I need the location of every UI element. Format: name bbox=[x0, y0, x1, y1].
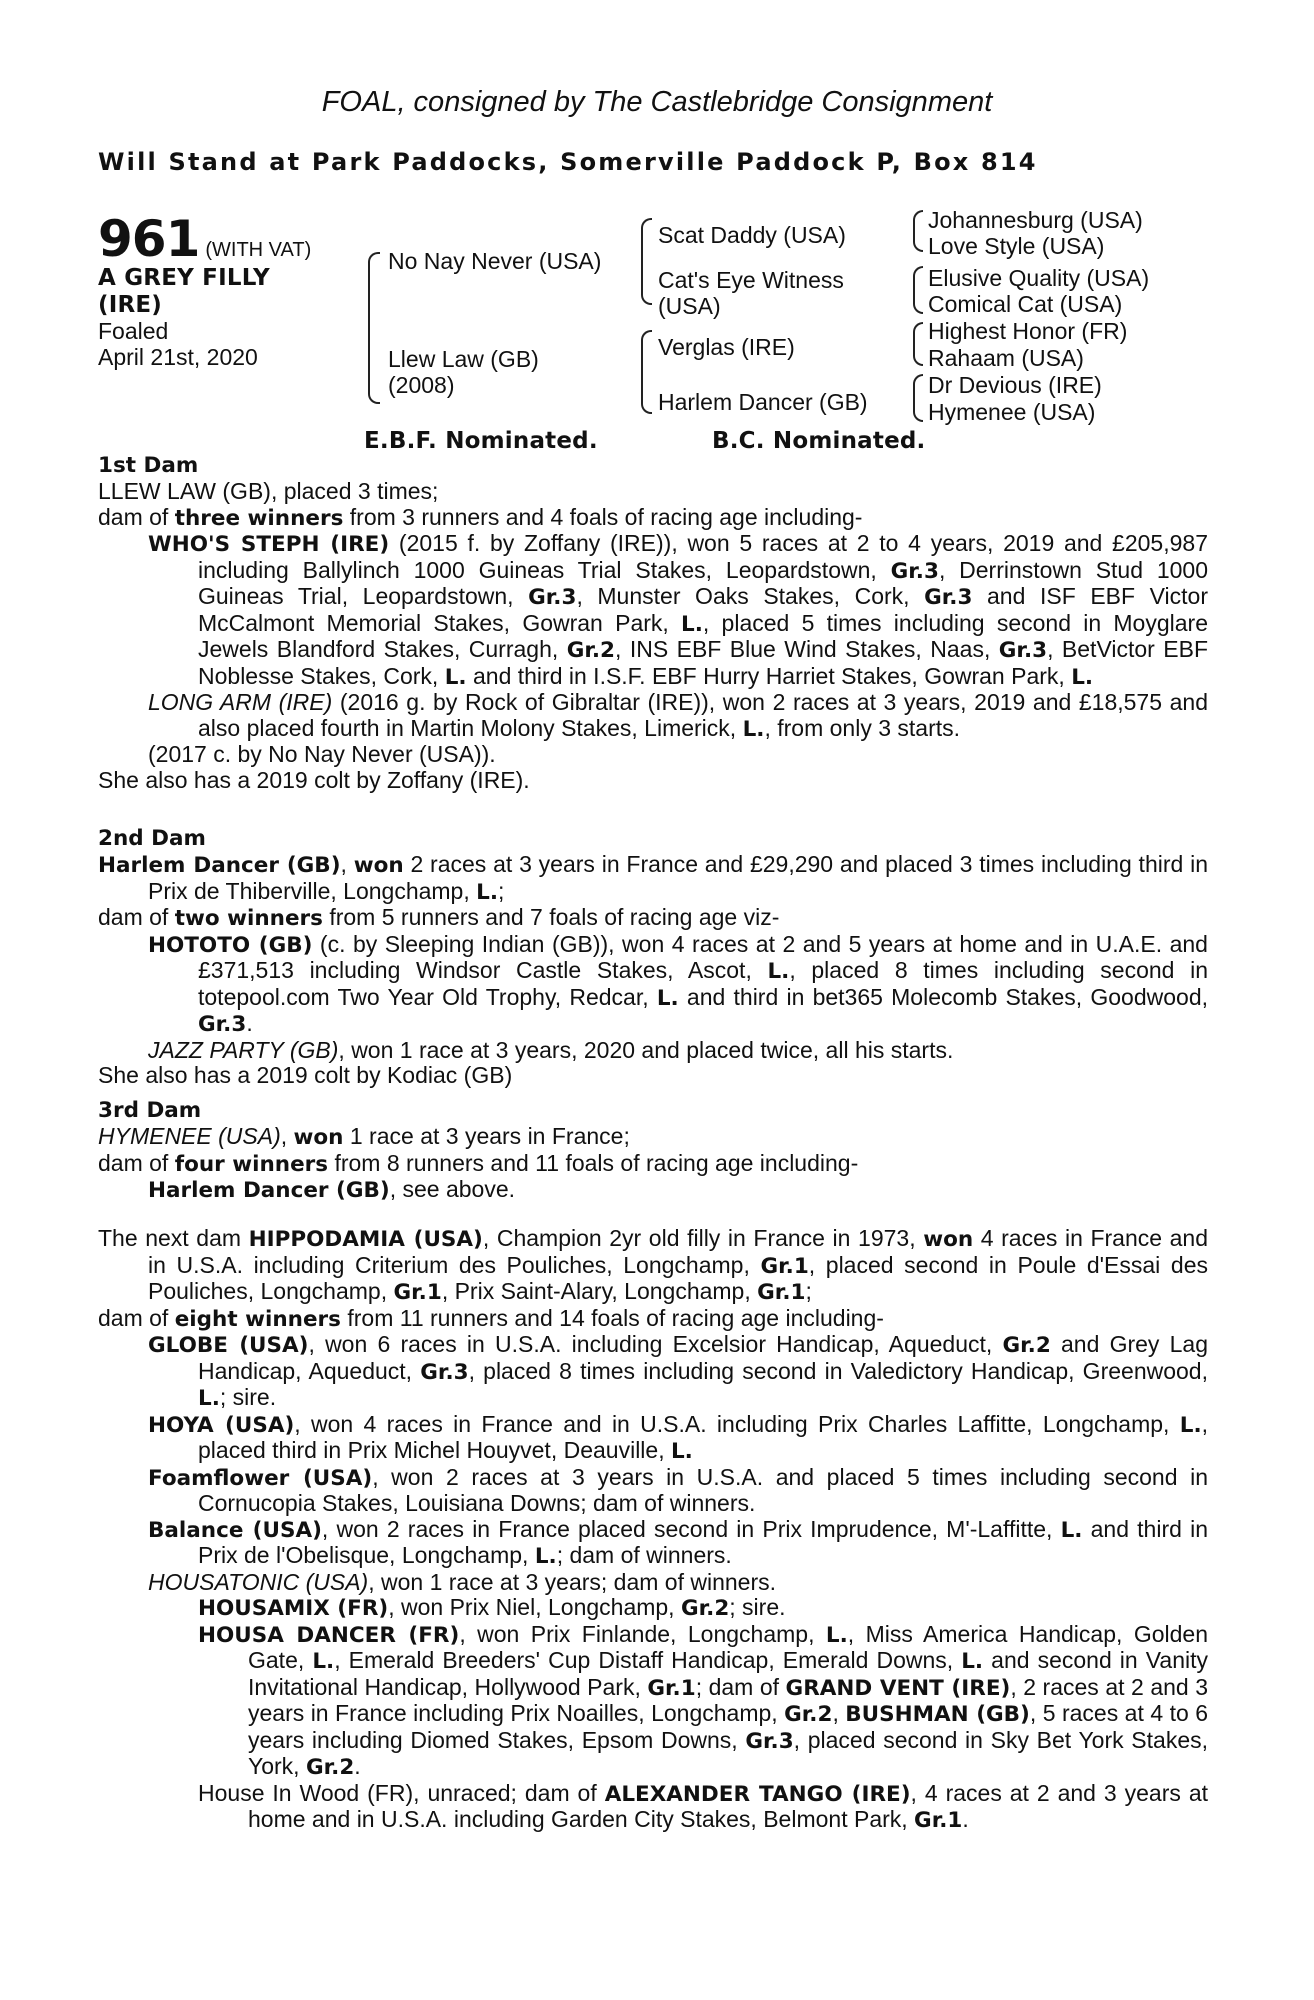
pedigree-sd-line2: (USA) bbox=[658, 293, 721, 319]
next-dam-intro: The next dam HIPPODAMIA (USA), Champion 2yr old filly in France in 1973, won 4 races in France and in U.S.A. including Criterium des Pouliches, Longchamp, Gr.1, placed second in Poule d'Essai des Pouliches, Longchamp, Gr.1, Prix Saint-Alary, Longchamp, Gr.1; bbox=[98, 1225, 1208, 1305]
pedigree-sd-line1: Cat's Eye Witness bbox=[658, 267, 844, 293]
produce-housa-dancer: HOUSA DANCER (FR), won Prix Finlande, Longchamp, L., Miss America Handicap, Golden Gate, L., Emerald Breeders' Cup Distaff Handicap, Emerald Downs, L. and second in Vanity Invitational Handicap, Hollywood Park, Gr.1; dam of GRAND VENT (IRE), 2 races at 2 and 3 years in France including Prix Noailles, Longchamp, Gr.2, BUSHMAN (GB), 5 races at 4 to 6 years including Diomed Stakes, Epsom Downs, Gr.3, placed second in Sky Bet York Stakes, York, Gr.2. bbox=[198, 1620, 1209, 1780]
pedigree-brace-ss bbox=[913, 210, 923, 252]
produce-hoya: HOYA (USA), won 4 races in France and in U.S.A. including Prix Charles Laffitte, Longchamp, L., placed third in Prix Michel Houyvet, Deauville, L. bbox=[148, 1410, 1209, 1464]
ebf-nominated: E.B.F. Nominated. bbox=[364, 428, 598, 454]
third-dam-produce-line: dam of four winners from 8 runners and 11 foals of racing age including- bbox=[98, 1149, 859, 1177]
pedigree-sss: Johannesburg (USA) bbox=[928, 207, 1143, 233]
produce-long-arm: LONG ARM (IRE) (2016 g. by Rock of Gibraltar (IRE)), won 2 races at 3 years, 2019 and £18,575 and also placed fourth in Martin Molony Stakes, Limerick, L., from only 3 starts. bbox=[148, 689, 1208, 742]
produce-housamix: HOUSAMIX (FR), won Prix Niel, Longchamp, Gr.2; sire. bbox=[198, 1594, 786, 1621]
produce-balance: Balance (USA), won 2 races in France placed second in Prix Imprudence, M'-Laffitte, L. and third in Prix de l'Obelisque, Longchamp, L.; dam of winners. bbox=[148, 1515, 1208, 1569]
bc-nominated: B.C. Nominated. bbox=[712, 428, 926, 454]
produce-harlem-dancer: Harlem Dancer (GB), see above. bbox=[148, 1176, 516, 1203]
stand-location: Will Stand at Park Paddocks, Somerville Paddock P, Box 814 bbox=[98, 148, 1038, 176]
pedigree-sdd: Comical Cat (USA) bbox=[928, 291, 1123, 317]
produce-globe: GLOBE (USA), won 6 races in U.S.A. including Excelsior Handicap, Aqueduct, Gr.2 and Grey Lag Handicap, Aqueduct, Gr.3, placed 8 times including second in Valedictory Handicap, Greenwood, L.; sire. bbox=[148, 1331, 1208, 1411]
produce-2017-colt: (2017 c. by No Nay Never (USA)). bbox=[148, 741, 496, 767]
third-dam-heading: 3rd Dam bbox=[98, 1098, 202, 1123]
first-dam-line1: LLEW LAW (GB), placed 3 times; bbox=[98, 478, 439, 504]
pedigree-dsd: Rahaam (USA) bbox=[928, 345, 1084, 371]
pedigree-dss: Highest Honor (FR) bbox=[928, 318, 1128, 344]
pedigree-dam-line2: (2008) bbox=[388, 372, 455, 398]
foaled-date: April 21st, 2020 bbox=[98, 344, 258, 370]
first-dam-also: She also has a 2019 colt by Zoffany (IRE). bbox=[98, 766, 530, 793]
pedigree-dam-line1: Llew Law (GB) bbox=[388, 346, 539, 372]
pedigree-dds: Dr Devious (IRE) bbox=[928, 372, 1102, 398]
pedigree-dd: Harlem Dancer (GB) bbox=[658, 389, 868, 415]
third-dam-text bbox=[98, 1124, 1208, 1204]
pedigree-ddd: Hymenee (USA) bbox=[928, 399, 1096, 425]
pedigree-brace-sire-dam bbox=[368, 252, 380, 404]
next-dam-text bbox=[98, 1226, 1208, 1834]
pedigree-ss: Scat Daddy (USA) bbox=[658, 222, 846, 248]
produce-jazz-party: JAZZ PARTY (GB), won 1 race at 3 years, 2020 and placed twice, all his starts. bbox=[148, 1036, 954, 1063]
produce-whos-steph: WHO'S STEPH (IRE) (2015 f. by Zoffany (IRE)), won 5 races at 2 to 4 years, 2019 and £205,987 including Ballylinch 1000 Guineas Trial Stakes, Leopardstown, Gr.3, Derrinstown Stud 1000 Guineas Trial, Leopardstown, Gr.3, Munster Oaks Stakes, Cork, Gr.3 and ISF EBF Victor McCalmont Memorial Stakes, Gowran Park, L., placed 5 times including second in Moyglare Jewels Blandford Stakes, Curragh, Gr.2, INS EBF Blue Wind Stakes, Naas, Gr.3, BetVictor EBF Noblesse Stakes, Cork, L. and third in I.S.F. EBF Hurry Harriet Stakes, Gowran Park, L. bbox=[148, 530, 1208, 690]
next-dam-produce-line: dam of eight winners from 11 runners and 14 foals of racing age including- bbox=[98, 1304, 884, 1332]
first-dam-heading: 1st Dam bbox=[98, 453, 199, 478]
pedigree-ds: Verglas (IRE) bbox=[658, 334, 795, 360]
pedigree-sds: Elusive Quality (USA) bbox=[928, 265, 1150, 291]
second-dam-text bbox=[98, 852, 1208, 1089]
lot-number: 961 bbox=[98, 210, 200, 268]
pedigree-brace-dam bbox=[641, 330, 652, 414]
lot-name-line1: A GREY FILLY bbox=[98, 265, 270, 291]
third-dam-intro: HYMENEE (USA), won 1 race at 3 years in France; bbox=[98, 1123, 630, 1150]
pedigree-ssd: Love Style (USA) bbox=[928, 233, 1105, 259]
pedigree-brace-ds bbox=[913, 322, 923, 366]
produce-foamflower: Foamflower (USA), won 2 races at 3 years in U.S.A. and placed 5 times including second in Cornucopia Stakes, Louisiana Downs; dam of winners. bbox=[148, 1463, 1208, 1516]
produce-hototo: HOTOTO (GB) (c. by Sleeping Indian (GB)), won 4 races at 2 and 5 years at home and in U.A.E. and £371,513 including Windsor Castle Stakes, Ascot, L., placed 8 times including second in totepool.com Two Year Old Trophy, Redcar, L. and third in bet365 Molecomb Stakes, Goodwood, Gr.3. bbox=[148, 930, 1208, 1037]
foaled-label: Foaled bbox=[98, 318, 169, 344]
pedigree-brace-sd bbox=[913, 266, 923, 314]
first-dam-produce-line: dam of three winners from 3 runners and 4 foals of racing age including- bbox=[98, 503, 863, 531]
lot-block bbox=[98, 210, 311, 268]
produce-housatonic: HOUSATONIC (USA), won 1 race at 3 years; dam of winners. bbox=[148, 1568, 777, 1595]
vat-label: (WITH VAT) bbox=[205, 239, 312, 261]
first-dam-text bbox=[98, 479, 1208, 793]
second-dam-also: She also has a 2019 colt by Kodiac (GB) bbox=[98, 1062, 513, 1088]
pedigree-brace-sire bbox=[641, 218, 652, 305]
lot-name-line2: (IRE) bbox=[98, 292, 163, 318]
second-dam-heading: 2nd Dam bbox=[98, 826, 206, 851]
page-title: FOAL, consigned by The Castlebridge Consignment bbox=[321, 86, 993, 118]
pedigree-brace-dd bbox=[913, 374, 923, 422]
pedigree-sire: No Nay Never (USA) bbox=[388, 248, 602, 274]
second-dam-produce-line: dam of two winners from 5 runners and 7 foals of racing age viz- bbox=[98, 904, 780, 931]
second-dam-intro: Harlem Dancer (GB), won 2 races at 3 years in France and £29,290 and placed 3 times including third in Prix de Thiberville, Longchamp, L.; bbox=[98, 851, 1208, 905]
produce-house-in-wood: House In Wood (FR), unraced; dam of ALEXANDER TANGO (IRE), 4 races at 2 and 3 years at home and in U.S.A. including Garden City Stakes, Belmont Park, Gr.1. bbox=[198, 1779, 1208, 1833]
